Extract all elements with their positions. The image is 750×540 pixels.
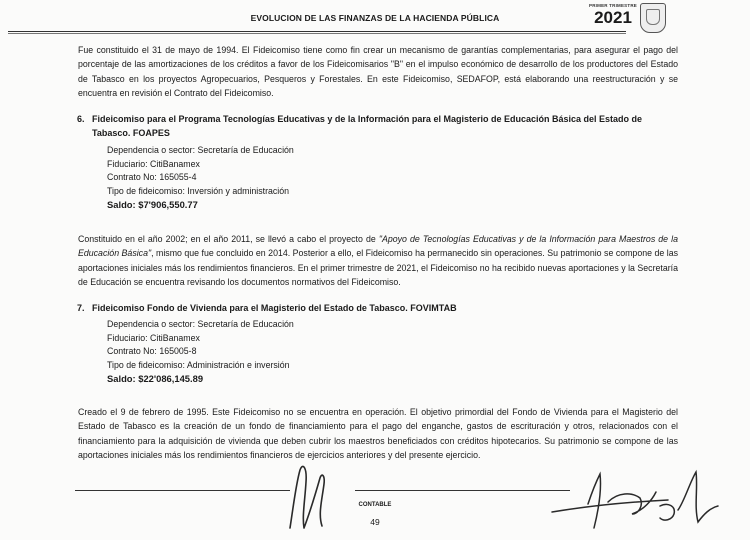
header-rule-secondary	[8, 33, 626, 34]
item-7-fiduciario: Fiduciario: CitiBanamex	[107, 332, 200, 343]
badge-label: PRIMER TRIMESTRE	[589, 3, 637, 8]
item-7-tipo: Tipo de fideicomiso: Administración e inversión	[107, 359, 290, 370]
item-6-paragraph-start: Constituido en el año 2002; en el año 2011, se llevó a cabo el proyecto de	[78, 234, 379, 244]
signature-right	[548, 462, 723, 537]
item-6-paragraph-italic: "Apoyo de Tecnologías Educativas y de la Información para Maestros de la Educación Básica"	[78, 234, 678, 259]
item-7-saldo: Saldo: $22'086,145.89	[107, 373, 204, 385]
item-7-number: 7.	[77, 303, 85, 313]
item-6-fiduciario: Fiduciario: CitiBanamex	[107, 158, 200, 169]
footer-label: CONTABLE	[358, 502, 392, 508]
signature-left	[270, 462, 350, 534]
state-crest-icon	[640, 3, 666, 33]
quarter-badge	[588, 3, 638, 26]
item-6-heading	[77, 113, 682, 140]
footer-rule-left	[75, 490, 290, 491]
item-7-heading	[77, 302, 682, 316]
item-7-details	[107, 318, 294, 386]
item-7-contrato: Contrato No: 165005-8	[107, 346, 197, 357]
item-7-title: Fideicomiso Fondo de Vivienda para el Magisterio del Estado de Tabasco. FOVIMTAB	[92, 303, 457, 313]
item-6-details	[107, 144, 294, 212]
item-7-dependencia: Dependencia o sector: Secretaría de Educación	[107, 319, 294, 329]
header-rule	[8, 31, 626, 32]
item-6-contrato: Contrato No: 165055-4	[107, 172, 197, 183]
page-number: 49	[370, 517, 380, 527]
item-6-tipo: Tipo de fideicomiso: Inversión y administración	[107, 185, 290, 196]
item-6-saldo: Saldo: $7'906,550.77	[107, 199, 198, 211]
item-6-paragraph-end: , mismo que fue concluido en 2014. Posterior a ello, el Fideicomiso ha permanecido sin operaciones. Su patrimonio se compone de las aportaciones iniciales más los rendimientos financieros. En el primer trimestre de 2021, el Fideicomiso no ha recibido nuevas aportaciones y la Secretaría de Educación se encuentra revisando los documentos normativos del Fideicomiso.	[78, 248, 678, 288]
item-6-paragraph	[78, 232, 678, 290]
header-title: EVOLUCION DE LAS FINANZAS DE LA HACIENDA PÚBLICA	[250, 13, 500, 23]
item-6-title: Fideicomiso para el Programa Tecnologías Educativas y de la Información para el Magisterio de Educación Básica del Estado de Tabasco. FOAPES	[92, 114, 643, 138]
footer-rule-right	[355, 490, 570, 491]
item-7-paragraph: Creado el 9 de febrero de 1995. Este Fideicomiso no se encuentra en operación. El objetivo primordial del Fondo de Vivienda para el Magisterio del Estado de Tabasco es la creación de un fondo de financiamiento para el pago del enganche, gastos de escrituración y otros, relacionados con el financiamiento para la adquisición de vivienda que deben cubrir los maestros beneficiados con créditos hipotecarios. Su patrimonio se compone de las aportaciones iniciales más los rendimientos financieros de ejercicios anteriores y del presente ejercicio.	[78, 407, 678, 461]
intro-paragraph: Fue constituido el 31 de mayo de 1994. El Fideicomiso tiene como fin crear un mecanismo de garantías complementarias, para asegurar el pago del porcentaje de las amortizaciones de los créditos a favor de los Fideicomisarios "B" en el impulso económico de desarrollo de los productores del Estado de Tabasco en los proyectos Agropecuarios, Pesqueros y Forestales. En este Fideicomiso, SEDAFOP, está elaborando una reestructuración y se encuentra en revisión el Contrato del Fideicomiso.	[78, 45, 678, 99]
item-6-number: 6.	[77, 114, 85, 124]
badge-year: 2021	[594, 8, 632, 27]
item-6-dependencia: Dependencia o sector: Secretaría de Educación	[107, 145, 294, 155]
